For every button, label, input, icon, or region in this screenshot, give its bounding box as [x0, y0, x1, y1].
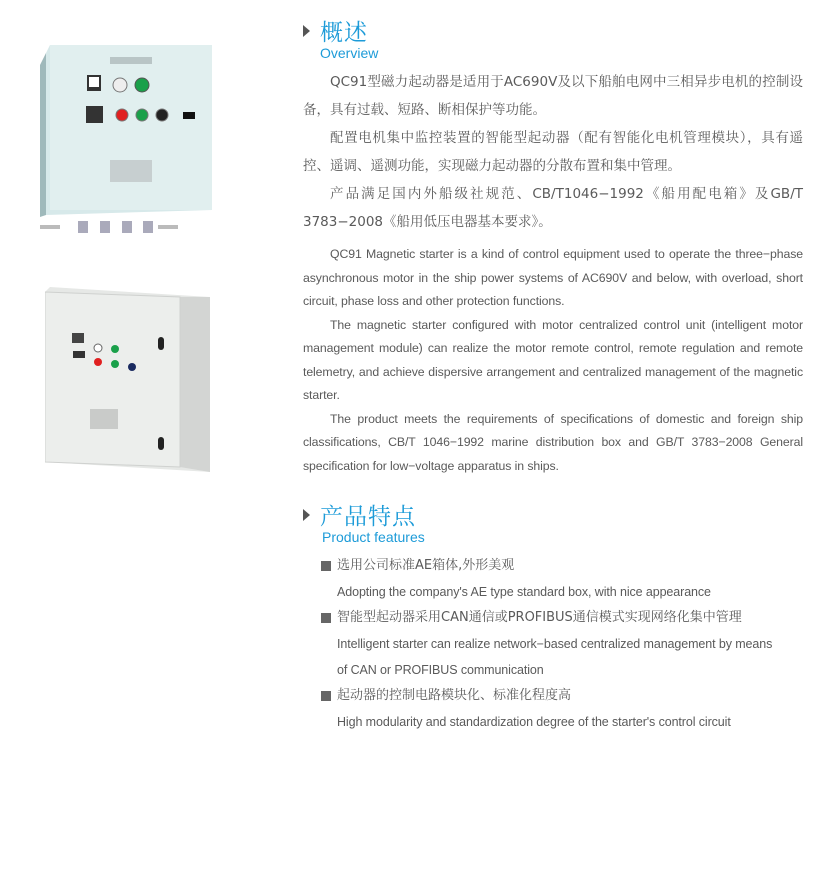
- features-title-cn: 产品特点: [320, 504, 416, 530]
- paragraph-en: The product meets the requirements of specifications of domestic and foreign ship classifications, CB/T 1046−1992 marine distribution box and GB/T 3783−2008 General specification for low−voltage apparatus in ships.: [303, 411, 803, 473]
- feature-cn: 智能型起动器采用CAN通信或PROFIBUS通信模式实现网络化集中管理: [337, 610, 742, 625]
- square-bullet-icon: [321, 691, 331, 701]
- paragraph-en: The magnetic starter configured with motor centralized control unit (intelligent motor management module) can realize the motor remote control, remote regulation and remote telemetry, and achieve dispersive arrangement and centralized management of the magnetic starter.: [303, 317, 803, 402]
- overview-heading: [303, 14, 368, 47]
- features-list: [303, 553, 773, 735]
- square-bullet-icon: [321, 561, 331, 571]
- feature-en: High modularity and standardization degree of the starter's control circuit: [337, 715, 731, 729]
- feature-item: [303, 605, 773, 683]
- product-image-starter-blue: [40, 45, 215, 235]
- features-title-en: Product features: [322, 529, 425, 545]
- paragraph-cn: QC91型磁力起动器是适用于AC690V及以下船舶电网中三相异步电机的控制设备，具有过载、短路、断相保护等功能。: [303, 74, 803, 118]
- overview-text-cn: [303, 68, 803, 236]
- overview-text-en: [303, 243, 803, 478]
- square-bullet-icon: [321, 613, 331, 623]
- triangle-bullet-icon: [303, 25, 310, 37]
- paragraph-cn: 产品满足国内外船级社规范、CB/T1046−1992《船用配电箱》及GB/T 3783−2008《船用低压电器基本要求》。: [303, 186, 803, 230]
- product-image-starter-grey: [45, 287, 210, 472]
- paragraph-cn: 配置电机集中监控装置的智能型起动器（配有智能化电机管理模块），具有遥控、遥调、遥测功能，实现磁力起动器的分散布置和集中管理。: [303, 130, 803, 174]
- feature-en: Intelligent starter can realize network−based centralized management by means of CAN or PROFIBUS communication: [337, 637, 773, 677]
- paragraph-en: QC91 Magnetic starter is a kind of control equipment used to operate the three−phase asynchronous motor in the ship power systems of AC690V and below, with overload, short circuit, phase loss and other protection functions.: [303, 247, 803, 308]
- overview-title-en: Overview: [320, 45, 379, 61]
- feature-item: [303, 553, 773, 605]
- feature-en: Adopting the company's AE type standard box, with nice appearance: [337, 585, 711, 599]
- triangle-bullet-icon: [303, 509, 310, 521]
- feature-cn: 起动器的控制电路模块化、标准化程度高: [337, 688, 572, 703]
- feature-cn: 选用公司标准AE箱体,外形美观: [337, 558, 515, 573]
- features-heading: [303, 498, 416, 531]
- overview-title-cn: 概述: [320, 20, 368, 46]
- feature-item: [303, 683, 773, 735]
